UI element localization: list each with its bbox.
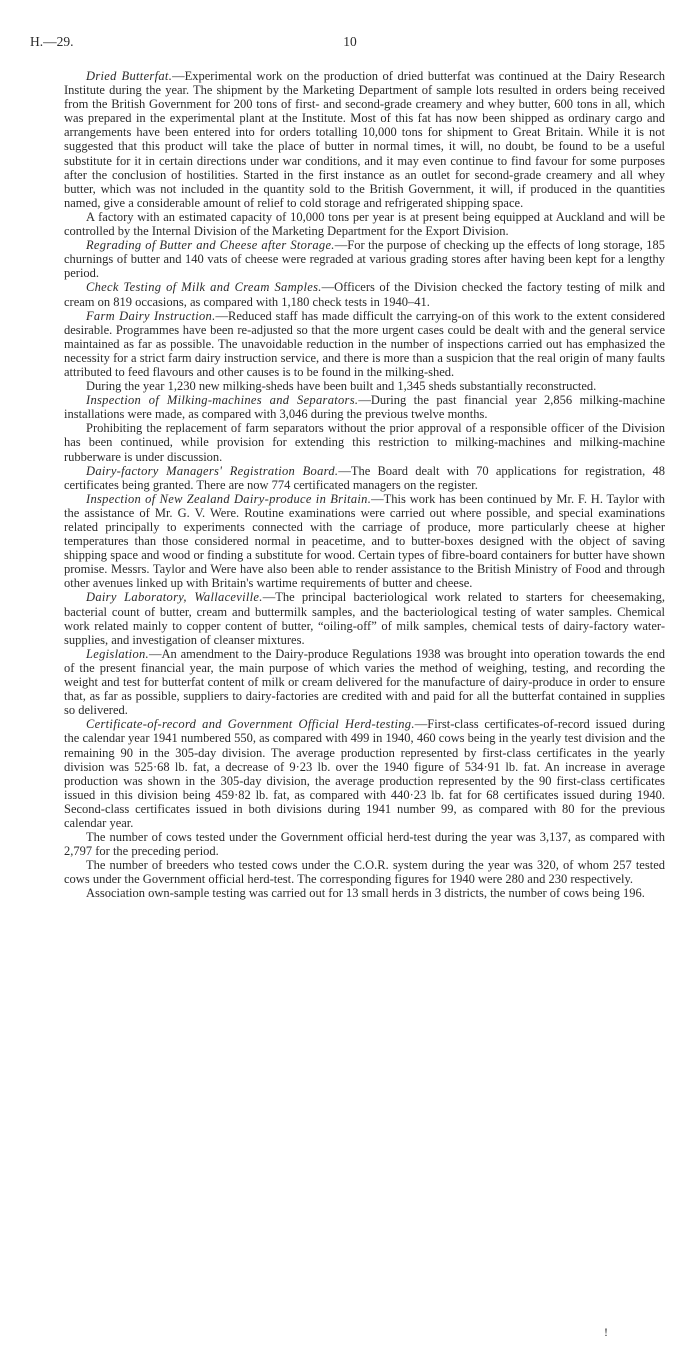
paragraph-dairy-laboratory	[64, 590, 665, 646]
paragraph-dried-butterfat	[64, 69, 665, 210]
paragraph-registration-board	[64, 464, 665, 492]
paragraph-cows-tested	[64, 830, 665, 858]
paragraph-regrading	[64, 238, 665, 280]
section-heading: Inspection of New Zealand Dairy-produce in Britain.	[86, 491, 372, 506]
report-body	[64, 69, 665, 901]
paragraph-legislation	[64, 647, 665, 717]
paragraph-milking-sheds	[64, 379, 665, 393]
paragraph-text: —Officers of the Division checked the factory testing of milk and cream on 819 occasions, as compared with 1,180 check tests in 1940–41.	[64, 280, 665, 309]
section-heading: Farm Dairy Instruction.	[86, 308, 216, 323]
parliamentary-paper-reference: H.—29.	[30, 34, 74, 49]
section-heading: Check Testing of Milk and Cream Samples.	[86, 280, 322, 295]
paragraph-text: The number of cows tested under the Government official herd-test during the year was 3,137, as compared with 2,797 for the preceding period.	[64, 830, 665, 859]
paragraph-text: —An amendment to the Dairy-produce Regulations 1938 was brought into operation towards the end of the present financial year, the main purpose of which varies the method of weighing, testing, and recording the weight and test for butterfat content of milk or cream delivered for the manufacture of dairy-produce in order to ensure that, as far as possible, suppliers to dairy-factories are credited with and paid for all the butterfat contained in supplies so delivered.	[64, 646, 665, 718]
paragraph-herd-testing	[64, 717, 665, 830]
section-heading: Regrading of Butter and Cheese after Storage.	[86, 238, 335, 253]
paragraph-breeders	[64, 858, 665, 886]
section-heading: Inspection of Milking-machines and Separators.	[86, 393, 359, 408]
paragraph-text: The number of breeders who tested cows under the C.O.R. system during the year was 320, of whom 257 tested cows under the Government official herd-test. The corresponding figures for 1940 were 280 and 230 respectively.	[64, 858, 665, 887]
paragraph-text: —First-class certificates-of-record issued during the calendar year 1941 numbered 550, as compared with 499 in 1940, 460 cows being in the yearly test division and the remaining 90 in the 305-day division. The average production represented by first-class certificates in the yearly division was 525·68 lb. fat, a decrease of 9·23 lb. over the 1940 figure of 534·91 lb. fat. An increase in average production was shown in the 305-day division, the average production represented by the 90 first-class certificates issued in this division being 459·82 lb. fat, as compared with 440·23 lb. fat for 68 certificates issued during 1940. Second-class certificates issued in both divisions during 1941 number 99, as compared with 80 for the previous calendar year.	[64, 717, 665, 830]
paragraph-text: Prohibiting the replacement of farm separators without the prior approval of a responsible officer of the Division has been continued, while provision for extending this restriction to milking-machines and milking-machine rubberware is under discussion.	[64, 421, 665, 464]
paragraph-check-testing	[64, 280, 665, 308]
paragraph-separators-restriction	[64, 421, 665, 463]
paragraph-text: —The Board dealt with 70 applications for registration, 48 certificates being granted. There are now 774 certificated managers on the register.	[64, 463, 665, 492]
paragraph-text: —During the past financial year 2,856 milking-machine installations were made, as compared with 3,046 during the previous twelve months.	[64, 393, 665, 422]
paragraph-text: A factory with an estimated capacity of 10,000 tons per year is at present being equipped at Auckland and will be controlled by the Internal Division of the Marketing Department for the Export Division.	[64, 209, 665, 239]
paragraph-inspection-britain	[64, 492, 665, 591]
paragraph-milking-machines	[64, 393, 665, 421]
footer-mark: !	[604, 1325, 608, 1339]
page-header	[30, 34, 670, 54]
section-heading: Dairy-factory Managers' Registration Board.	[86, 463, 339, 478]
paragraph-text: During the year 1,230 new milking-sheds have been built and 1,345 sheds substantially reconstructed.	[86, 379, 597, 394]
paragraph-text: —Reduced staff has made difficult the carrying-on of this work to the extent considered desirable. Programmes have been re-adjusted so that the more urgent cases could be dealt with and the general service maintained as far as possible. The unavoidable reduction in the number of inspections carried out has emphasized the necessity for a strict farm dairy instruction service, and there is more than a suspicion that the real origin of many faults attributed to feed flavours and other causes is to be found in the milking-shed.	[64, 308, 665, 379]
paragraph-text: —The principal bacteriological work related to starters for cheesemaking, bacterial count of butter, cream and buttermilk samples, and the bacteriological testing of water samples. Chemical work related mainly to copper content of butter, “oiling-off” of milk samples, chemical tests of dairy-factory water-supplies, and investigation of cleanser mixtures.	[64, 590, 665, 647]
paragraph-own-sample-testing	[64, 886, 665, 900]
paragraph-text: Association own-sample testing was carried out for 13 small herds in 3 districts, the number of cows being 196.	[86, 886, 645, 901]
paragraph-text: —Experimental work on the production of dried butterfat was continued at the Dairy Research Institute during the year. The shipment by the Marketing Department of sample lots resulted in orders being received from the British Government for 200 tons of first- and second-grade creamery and whey butter, 600 tons in all, which was prepared in the experimental plant at the Institute. Most of this fat has now been shipped as ordinary cargo and arrangements have been entered into for orders totalling 10,000 tons for shipment to Great Britain. While it is not suggested that this product will take the place of butter in normal times, it will, no doubt, be found to be a useful substitute for it in certain directions under war conditions, and it may even continue to find favour for some purposes after the conclusion of hostilities. Started in the first instance as an outlet for second-grade creamery and all whey butter, which was not included in the quantity sold to the British Government, it will, if produced in the quantities named, give a considerable amount of relief to cold storage and refrigerated shipping space.	[64, 69, 665, 210]
paragraph-text: —This work has been continued by Mr. F. H. Taylor with the assistance of Mr. G. V. Were. Routine examinations were carried out where possible, and special examinations related principally to experiments connected with the carriage of produce, more particularly cheese at higher temperatures than those considered normal in peacetime, and to butter-boxes designed with the object of saving shipping space and wood or finding a substitute for wood. Certain types of fibre-board containers for butter have shown promise. Messrs. Taylor and Were have also been able to render assistance to the British Ministry of Food and through other avenues linked up with Britain's wartime requirements of butter and cheese.	[64, 491, 665, 591]
page-number: 10	[343, 34, 357, 49]
section-heading: Legislation.	[86, 646, 149, 661]
section-heading: Certificate-of-record and Government Official Herd-testing.	[86, 717, 415, 732]
section-heading: Dried Butterfat.	[86, 69, 173, 83]
paragraph-factory-capacity	[64, 210, 665, 238]
section-heading: Dairy Laboratory, Wallaceville.	[86, 590, 263, 605]
paragraph-text: —For the purpose of checking up the effects of long storage, 185 churnings of butter and 140 vats of cheese were regraded at various grading stores after having been kept for a lengthy period.	[64, 238, 666, 281]
paragraph-farm-dairy-instruction	[64, 309, 665, 379]
